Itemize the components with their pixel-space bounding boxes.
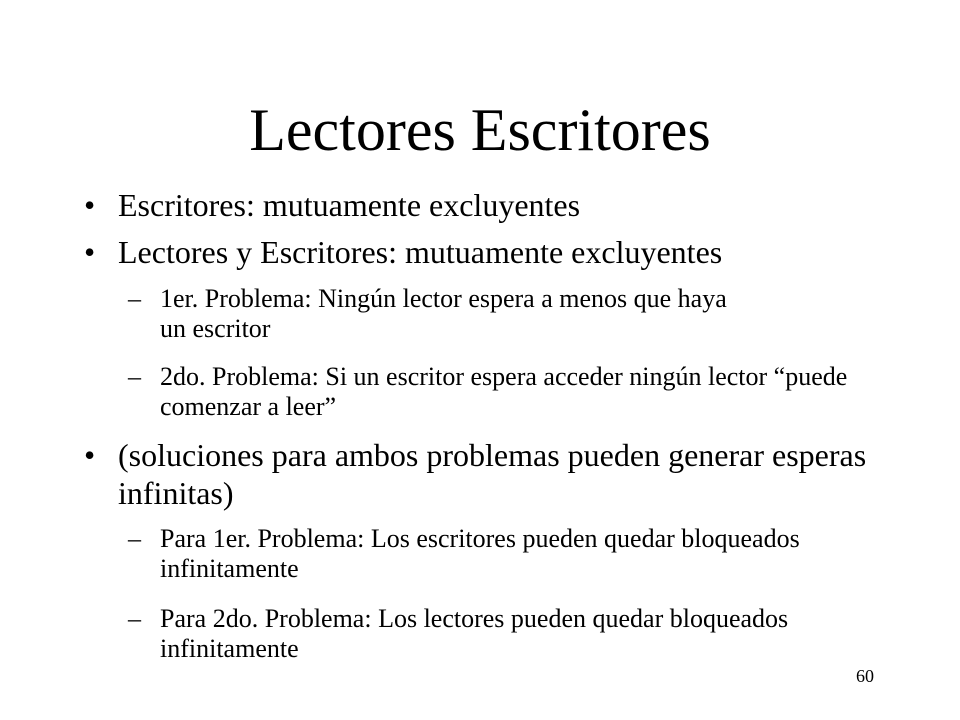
sub-bullet-item — [128, 604, 810, 664]
sub-bullet-text: Para 2do. Problema: Los lectores pueden quedar bloqueados infinitamente — [160, 604, 789, 663]
dash-marker: – — [128, 284, 141, 313]
sub-bullet-item — [128, 362, 900, 422]
dash-marker: – — [128, 524, 141, 553]
sub-bullet-text: 1er. Problema: Ningún lector espera a menos que haya un escritor — [160, 284, 727, 343]
bullet-text: Lectores y Escritores: mutuamente excluyentes — [118, 234, 723, 270]
dash-marker: – — [128, 604, 141, 633]
slide-title: Lectores Escritores — [249, 97, 711, 163]
bullet-marker: • — [84, 187, 96, 223]
sub-bullet-text: 2do. Problema: Si un escritor espera acceder ningún lector “puede comenzar a leer” — [160, 362, 848, 421]
bullet-item — [84, 436, 903, 512]
bullet-marker: • — [84, 437, 96, 473]
sub-bullet-text: Para 1er. Problema: Los escritores pueden quedar bloqueados infinitamente — [160, 524, 800, 583]
bullet-item — [84, 233, 908, 271]
bullet-text: (soluciones para ambos problemas pueden generar esperas infinitas) — [118, 437, 867, 511]
sub-bullet-item — [128, 284, 750, 344]
dash-marker: – — [128, 362, 141, 391]
bullet-text: Escritores: mutuamente excluyentes — [118, 187, 581, 223]
bullet-marker: • — [84, 234, 96, 270]
page-number: 60 — [856, 666, 874, 686]
bullet-item — [84, 186, 908, 224]
sub-bullet-item — [128, 524, 820, 584]
